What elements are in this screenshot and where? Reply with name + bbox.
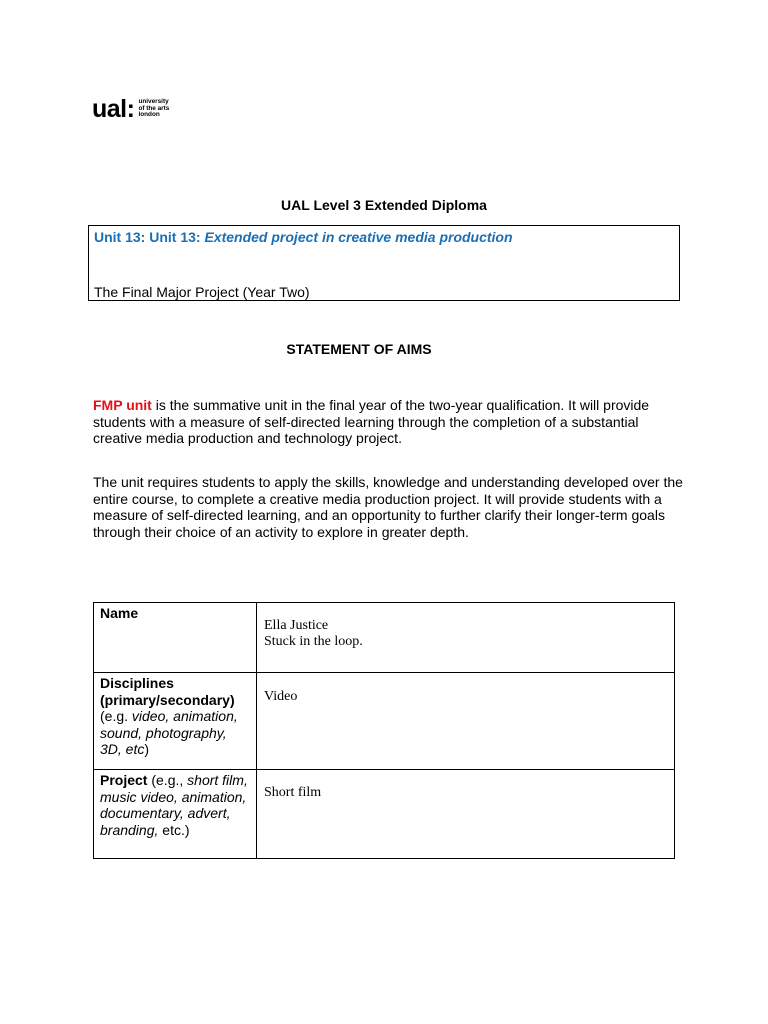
- name-label: Name: [100, 605, 139, 621]
- fmp-highlight: FMP unit: [93, 397, 152, 413]
- paragraph-text: is the summative unit in the final year of the two-year qualification. It will provide students with a measure of self-directed learning through the completion of a substantial creative media production and technology project.: [93, 397, 650, 446]
- disciplines-hint-close: ): [144, 741, 150, 757]
- project-label-cell: [94, 770, 257, 859]
- project-label: Project: [100, 772, 148, 788]
- document-title: UAL Level 3 Extended Diploma: [281, 197, 487, 213]
- info-table: [93, 602, 675, 859]
- paragraph-unit: The unit requires students to apply the skills, knowledge and understanding developed over the entire course, to complete a creative media production project. It will provide students with a measure of self-directed learning, and an opportunity to further clarify their longer-term goals through their choice of an activity to explore in greater depth.: [93, 474, 683, 540]
- disciplines-hint: video, animation, sound, photography, 3D, etc: [100, 708, 238, 757]
- section-title: STATEMENT OF AIMS: [286, 341, 432, 357]
- ual-logo: [92, 96, 169, 122]
- disciplines-value-cell: [257, 673, 675, 770]
- name-value-cell: [257, 603, 675, 673]
- disciplines-hint-open: (e.g.: [100, 708, 132, 724]
- disciplines-label-cell: [94, 673, 257, 770]
- table-row: [94, 770, 675, 859]
- project-value-cell: [257, 770, 675, 859]
- unit-name: Extended project in creative media production: [204, 229, 513, 245]
- table-row: [94, 673, 675, 770]
- disciplines-value: Video: [264, 689, 298, 704]
- logo-mark: ual:: [92, 95, 135, 123]
- disciplines-label: Disciplines (primary/secondary): [100, 675, 235, 708]
- project-hint: short film, music video, animation, documentary, advert, branding,: [100, 772, 248, 838]
- project-value: Short film: [264, 785, 322, 800]
- unit-subtitle: The Final Major Project (Year Two): [94, 284, 310, 300]
- unit-heading: [94, 229, 513, 245]
- name-label-cell: [94, 603, 257, 673]
- logo-line: of the arts: [138, 104, 170, 112]
- project-title-value: Stuck in the loop.: [264, 634, 363, 649]
- logo-line: university: [138, 98, 169, 106]
- table-row: [94, 603, 675, 673]
- unit-prefix: Unit 13: Unit 13:: [94, 229, 205, 245]
- logo-wordmark: [138, 99, 169, 119]
- paragraph-fmp: [93, 397, 683, 447]
- unit-box: [88, 225, 680, 301]
- logo-line: london: [138, 111, 160, 119]
- project-hint-open: (e.g.,: [147, 772, 188, 788]
- name-value: Ella Justice: [264, 618, 329, 633]
- project-hint-close: etc.): [158, 821, 190, 838]
